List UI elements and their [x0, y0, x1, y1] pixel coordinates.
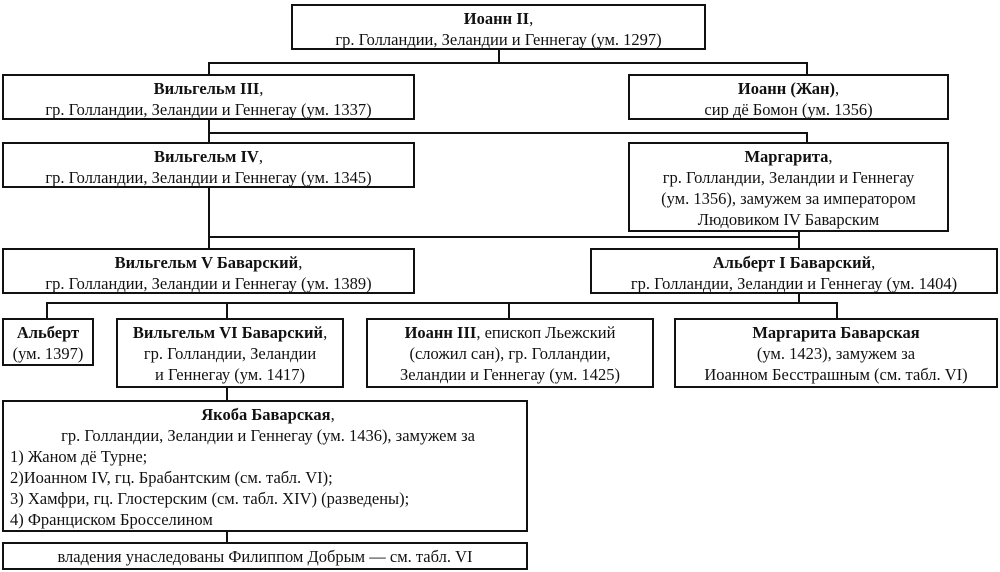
node-name: Вильгельм IV — [154, 147, 259, 166]
node-name: Иоанн (Жан) — [737, 79, 835, 98]
node-title: гр. Голландии, Зеландии и Геннегау (ум. 1297) — [335, 30, 662, 49]
node-name: Вильгельм VI Баварский — [132, 323, 324, 342]
connector — [208, 132, 210, 142]
footer-text: владения унаследованы Филиппом Добрым — см. табл. VI — [57, 547, 473, 566]
node-wilhelm-6: Вильгельм VI Баварский, гр. Голландии, Зеландии и Геннегау (ум. 1417) — [116, 318, 344, 388]
node-name: Альберт — [16, 323, 80, 342]
node-wilhelm-5: Вильгельм V Баварский, гр. Голландии, Зеландии и Геннегау (ум. 1389) — [2, 248, 415, 294]
node-line: 2)Иоанном IV, гц. Брабантским (см. табл. VI); — [10, 468, 333, 487]
node-line: (ум. 1423), замужем за — [756, 344, 916, 363]
node-line: (сложил сан), гр. Голландии, — [409, 344, 611, 363]
node-name-suffix: , епископ Льежский — [476, 323, 616, 342]
connector — [208, 186, 210, 238]
node-line: и Геннегау (ум. 1417) — [155, 365, 305, 384]
node-albert — [2, 318, 94, 366]
node-line: гр. Голландии, Зеландии и Геннегау (ум. 1436), замужем за — [61, 426, 475, 445]
connector — [806, 62, 808, 74]
node-title: гр. Голландии, Зеландии и Геннегау (ум. 1337) — [45, 100, 372, 119]
node-name: Альберт I Баварский — [712, 253, 872, 272]
node-footer — [2, 542, 528, 570]
connector — [798, 230, 800, 248]
connector — [46, 302, 48, 318]
node-ioann-jean: Иоанн (Жан), сир дё Бомон (ум. 1356) — [628, 74, 949, 120]
node-name: Вильгельм III — [153, 79, 260, 98]
node-ioann-3 — [366, 318, 654, 388]
node-line: Людовиком IV Баварским — [697, 210, 880, 229]
connector — [208, 236, 210, 248]
connector — [208, 236, 800, 238]
node-title: (ум. 1397) — [12, 344, 84, 363]
node-margarita: Маргарита, гр. Голландии, Зеландии и Геннегау (ум. 1356), замужем за императором Людовиком IV Баварским — [628, 142, 949, 232]
node-line: Иоанном Бесстрашным (см. табл. VI) — [704, 365, 968, 384]
node-name: Вильгельм V Баварский — [114, 253, 299, 272]
connector — [208, 62, 210, 74]
node-line: гр. Голландии, Зеландии и Геннегау — [662, 168, 915, 187]
node-yakoba: Якоба Баварская, гр. Голландии, Зеландии и Геннегау (ум. 1436), замужем за 1) Жаном дё Турне; 2)Иоанном IV, гц. Брабантским (см. табл. VI); 3) Хамфри, гц. Глостерским (см. табл. XIV) (разведены); 4) Франциском Бросселином — [2, 400, 528, 532]
node-title: сир дё Бомон (ум. 1356) — [704, 100, 873, 119]
node-wilhelm-4: Вильгельм IV, гр. Голландии, Зеландии и Геннегау (ум. 1345) — [2, 142, 415, 188]
node-albert-1: Альберт I Баварский, гр. Голландии, Зеландии и Геннегау (ум. 1404) — [590, 248, 998, 294]
node-name: Маргарита Баварская — [752, 323, 920, 342]
node-line: (ум. 1356), замужем за императором — [661, 189, 916, 208]
connector — [508, 302, 510, 318]
connector — [226, 302, 228, 318]
connector — [226, 386, 228, 400]
node-line: Зеландии и Геннегау (ум. 1425) — [399, 365, 621, 384]
node-name: Иоанн II — [463, 9, 530, 28]
node-name: Маргарита — [744, 147, 829, 166]
node-ioann-2: Иоанн II, гр. Голландии, Зеландии и Геннегау (ум. 1297) — [291, 4, 706, 50]
node-margarita-bav — [674, 318, 998, 388]
node-line: 1) Жаном дё Турне; — [10, 447, 148, 466]
node-line: 3) Хамфри, гц. Глостерским (см. табл. XIV) (разведены); — [10, 489, 410, 508]
node-line: гр. Голландии, Зеландии — [143, 344, 317, 363]
node-name: Якоба Баварская — [201, 405, 331, 424]
connector — [208, 62, 808, 64]
connector — [806, 132, 808, 142]
node-title: гр. Голландии, Зеландии и Геннегау (ум. 1345) — [45, 168, 372, 187]
connector — [208, 132, 808, 134]
node-title: гр. Голландии, Зеландии и Геннегау (ум. 1404) — [630, 274, 958, 293]
connector — [46, 302, 838, 304]
node-title: гр. Голландии, Зеландии и Геннегау (ум. 1389) — [45, 274, 372, 293]
node-name: Иоанн III — [404, 323, 477, 342]
node-wilhelm-3: Вильгельм III, гр. Голландии, Зеландии и Геннегау (ум. 1337) — [2, 74, 415, 120]
connector — [836, 302, 838, 318]
node-line: 4) Франциском Бросселином — [10, 510, 213, 529]
